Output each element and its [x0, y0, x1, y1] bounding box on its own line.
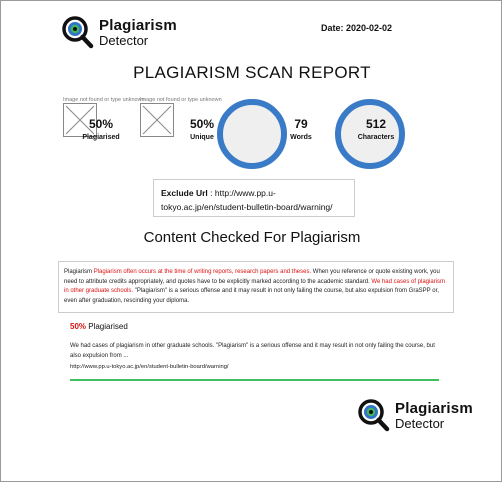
report-date: Date: 2020-02-02: [321, 23, 393, 33]
result-snippet: We had cases of plagiarism in other graduate schools. "Plagiarism" is a serious offense and it may result in not only failing the course, but also expulsion from ...: [70, 343, 435, 359]
content-heading: Content Checked For Plagiarism: [143, 229, 361, 246]
content-part: "Plagiarism" is a serious offense and it may result in not only failing the course, but also expulsion from GraSPP or, even after graduation, rescinding your diploma.: [64, 288, 439, 304]
brand-logo: [61, 15, 177, 49]
progress-ring: [217, 99, 287, 169]
brand-name: Plagiarism: [395, 399, 473, 417]
result-source-url[interactable]: http://www.pp.u-tokyo.ac.jp/en/student-bulletin-board/warning/: [70, 364, 229, 370]
brand-subtitle: Detector: [99, 32, 149, 48]
result-percent: 50%: [70, 322, 87, 331]
exclude-url-box: [153, 179, 355, 217]
brand-name: Plagiarism: [99, 16, 177, 34]
plagiarised-percent: 50%: [88, 117, 114, 131]
highlighted-content: Plagiarism often occurs at the time of writing reports, research papers and theses.: [93, 269, 312, 275]
magnifier-logo-icon: [357, 398, 391, 432]
plagiarised-label: Plagiarised: [82, 134, 120, 141]
exclude-url-label: Exclude Url: [161, 188, 208, 198]
result-label: Plagiarised: [86, 322, 128, 331]
broken-image-alt-2: Image not found or type unknown: [140, 97, 222, 103]
highlighted-content: We had cases of plagiarism in other graduate schools.: [64, 278, 445, 294]
report-title: PLAGIARISM SCAN REPORT: [133, 63, 371, 82]
words-label: Words: [290, 134, 312, 141]
unique-percent: 50%: [189, 117, 215, 131]
content-part: Plagiarism: [64, 269, 94, 275]
brand-logo-footer: [357, 398, 473, 432]
characters-label: Characters: [357, 134, 395, 141]
broken-image-icon: [140, 103, 174, 137]
words-count: 79: [294, 117, 308, 131]
magnifier-logo-icon: [61, 15, 95, 49]
checked-content: [58, 261, 454, 313]
unique-label: Unique: [190, 134, 214, 141]
exclude-url-separator: :: [207, 188, 215, 198]
exclude-url-value: http://www.pp.u-tokyo.ac.jp/en/student-bulletin-board/warning/: [161, 188, 333, 212]
brand-subtitle: Detector: [395, 415, 445, 431]
result-divider: [70, 379, 439, 381]
result-heading: [70, 322, 128, 331]
broken-image-alt-1: Image not found or type unknown: [63, 97, 145, 103]
characters-count: 512: [365, 117, 387, 131]
content-part: When you reference or quote existing work, you need to attribute credits appropriately, and quotes have to be explicitly marked according to the academic standard.: [64, 269, 440, 285]
